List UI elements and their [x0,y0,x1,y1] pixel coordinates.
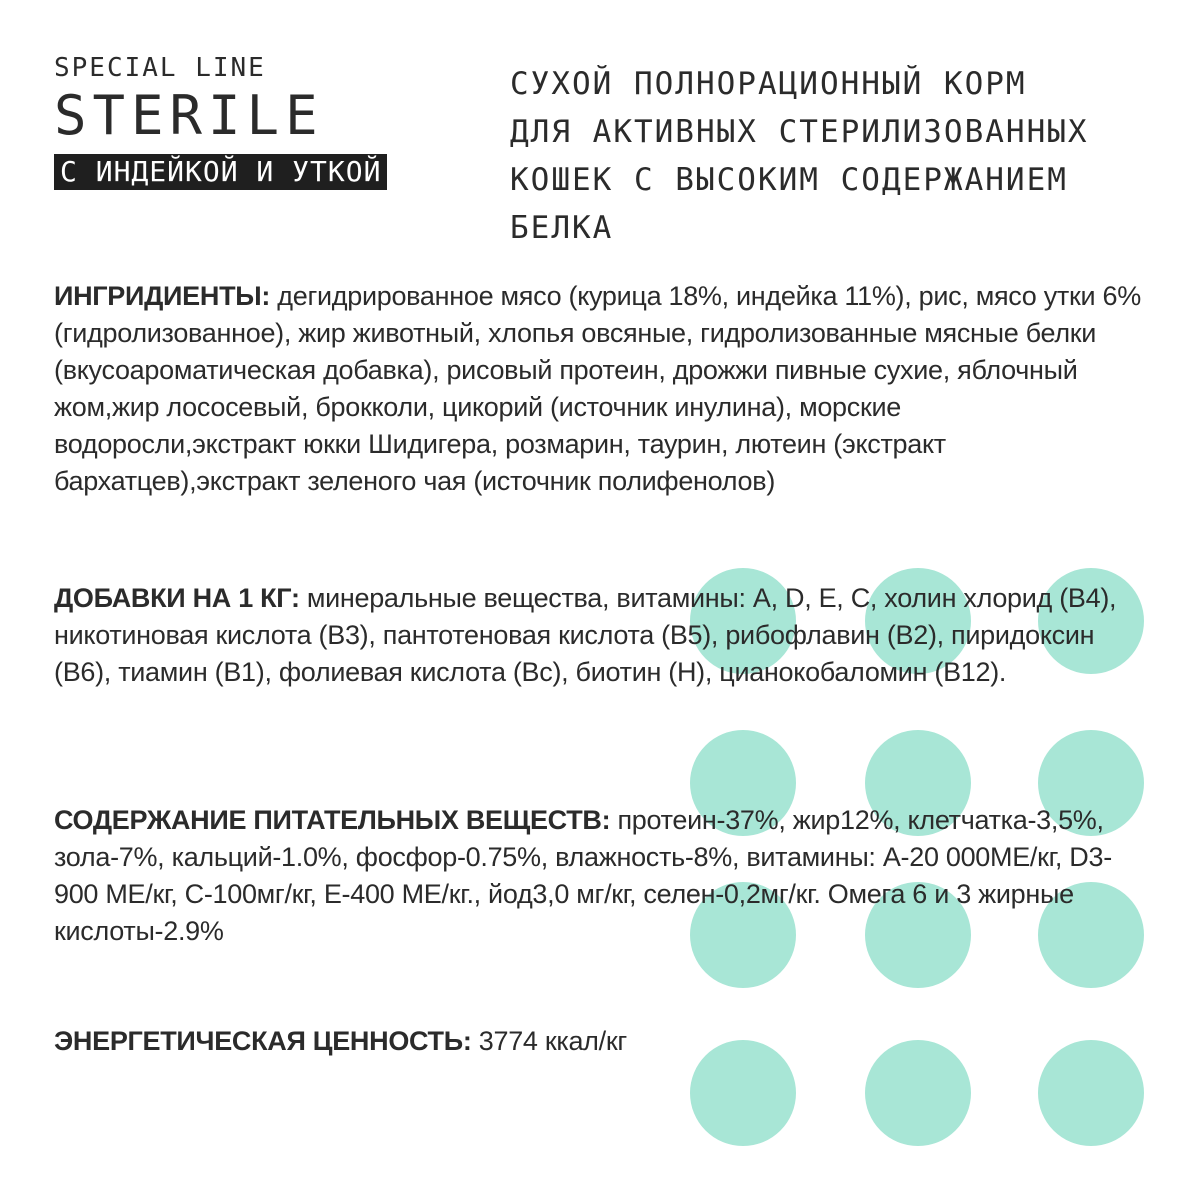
flavor-tag: С ИНДЕЙКОЙ И УТКОЙ [54,154,387,190]
energy-text: 3774 ккал/кг [471,1026,627,1056]
energy-section [54,1023,1149,1060]
product-line-label: SPECIAL LINE [54,53,266,83]
nutrients-section [54,802,1149,950]
nutrients-label: СОДЕРЖАНИЕ ПИТАТЕЛЬНЫХ ВЕЩЕСТВ: [54,805,611,835]
nutrients-text: протеин-37%, жир12%, клетчатка-3,5%, зола-7%, кальций-1.0%, фосфор-0.75%, влажность-8%, витамины: А-20 000МЕ/кг, D3-900 МЕ/кг, С-100мг/кг, Е-400 МЕ/кг., йод3,0 мг/кг, селен-0,2мг/кг. Омега 6 и 3 жирные кислоты-2.9% [54,805,1112,946]
product-heading [54,52,387,190]
ingredients-section [54,278,1149,500]
additives-text: минеральные вещества, витамины: A, D, E, C, холин хлорид (B4), никотиновая кислота (B3), пантотеновая кислота (B5), рибофлавин (B2), пиридоксин (B6), тиамин (B1), фолиевая кислота (Bc), биотин (H), цианокобаломин (B12). [54,583,1117,687]
product-description: СУХОЙ ПОЛНОРАЦИОННЫЙ КОРМ ДЛЯ АКТИВНЫХ СТЕРИЛИЗОВАННЫХ КОШЕК С ВЫСОКИМ СОДЕРЖАНИЕМ БЕЛКА [510,66,1089,246]
product-name: STERILE [54,84,324,147]
ingredients-text: дегидрированное мясо (курица 18%, индейка 11%), рис, мясо утки 6% (гидролизованное), жир животный, хлопья овсяные, гидролизованные мясные белки (вкусоароматическая добавка), рисовый протеин, дрожжи пивные сухие, яблочный жом,жир лососевый, брокколи, цикорий (источник инулина), морские водоросли,экстракт юкки Шидигера, розмарин, таурин, лютеин (экстракт бархатцев),экстракт зеленого чая (источник полифенолов) [54,281,1141,496]
ingredients-label: ИНГРИДИЕНТЫ: [54,281,271,311]
additives-section [54,580,1149,691]
energy-label: ЭНЕРГЕТИЧЕСКАЯ ЦЕННОСТЬ: [54,1026,472,1056]
additives-label: ДОБАВКИ НА 1 КГ: [54,583,300,613]
